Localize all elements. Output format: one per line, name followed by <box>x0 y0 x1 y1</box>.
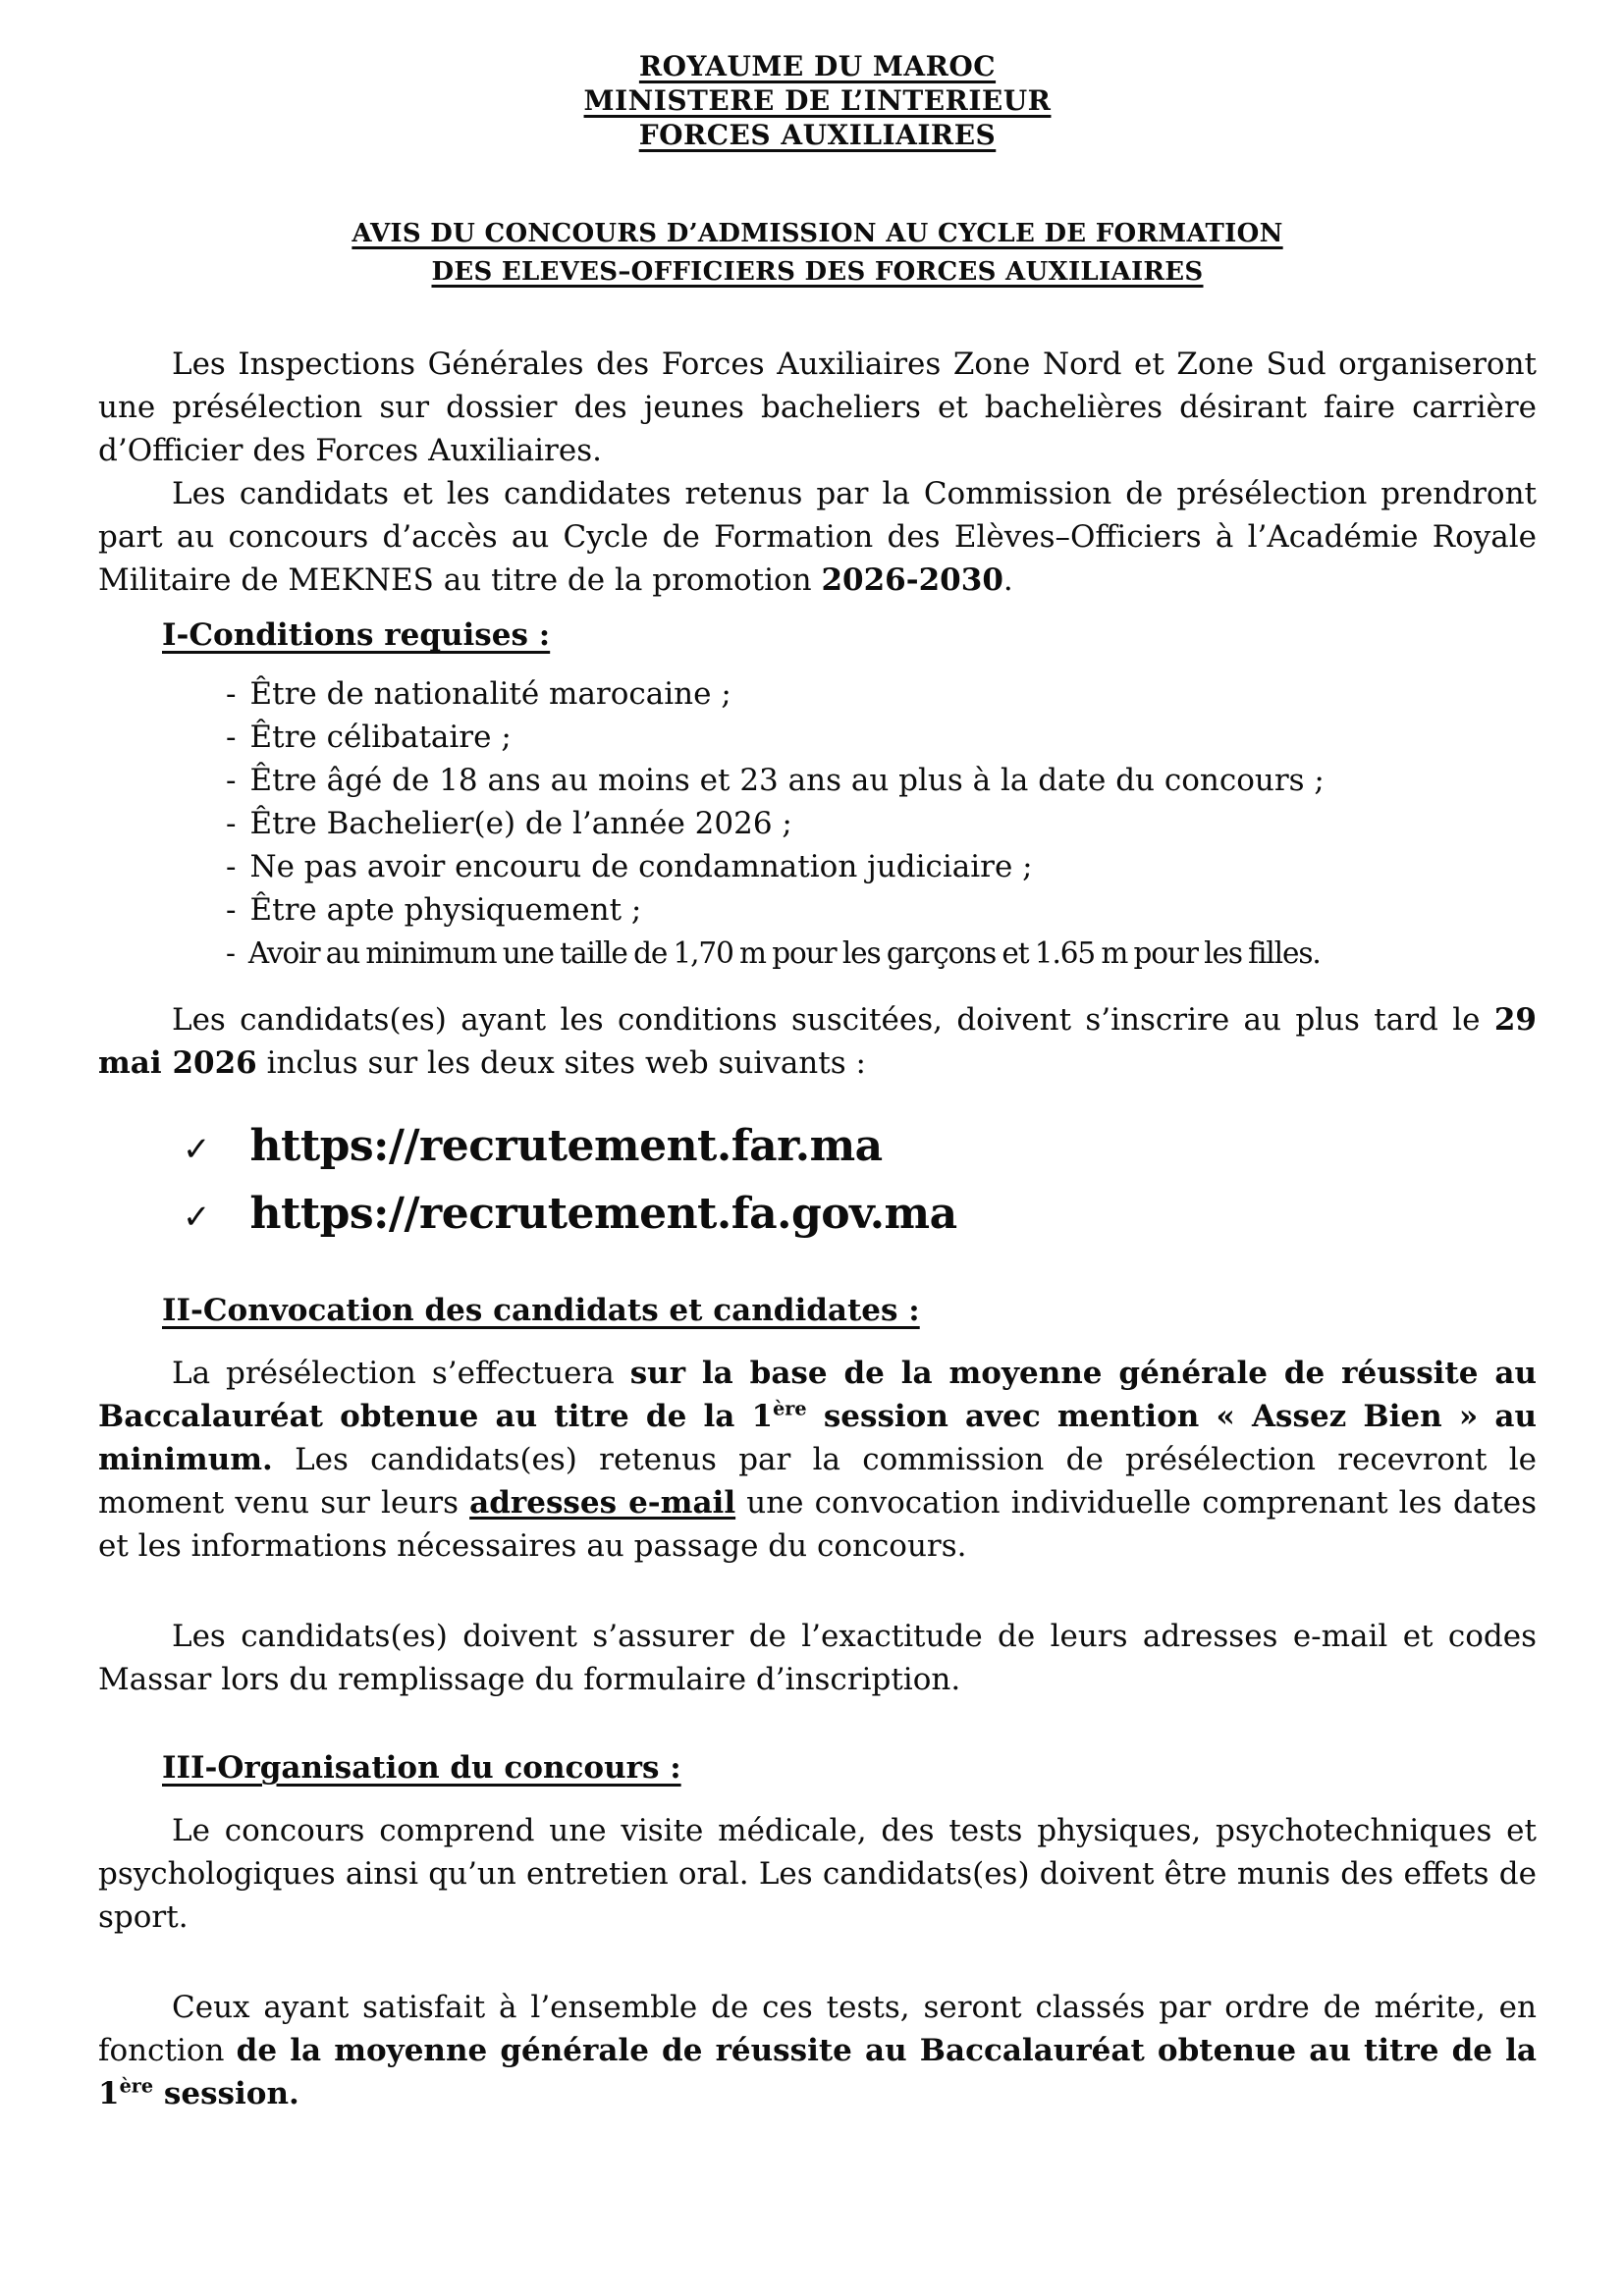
condition-item <box>226 716 1537 759</box>
condition-text: Être Bachelier(e) de l’année 2026 ; <box>249 806 792 841</box>
intro-p2-period: . <box>1002 562 1013 598</box>
ordinal-superscript: ère <box>119 2074 154 2098</box>
condition-text: Être célibataire ; <box>249 720 512 755</box>
websites-list <box>183 1114 1537 1250</box>
convocation-text-start: La présélection s’effectuera <box>172 1356 630 1391</box>
section-heading-organisation: III-Organisation du concours : <box>162 1750 681 1786</box>
merit-bold-text: de la moyenne générale de réussite au Baccalauréat obtenue au titre de la 1 <box>98 2033 1538 2111</box>
condition-text: Être de nationalité marocaine ; <box>249 676 731 712</box>
convocation-text-middle: Les candidats(es) retenus par la commission de présélection recevront le moment venu sur leurs <box>98 1442 1537 1521</box>
doc-title <box>98 215 1537 292</box>
criteria-bold-mention: session avec mention « Assez Bien » au minimum. <box>98 1399 1537 1477</box>
website-item <box>183 1114 1537 1182</box>
condition-item <box>226 759 1537 802</box>
condition-text: Être apte physiquement ; <box>249 892 642 928</box>
organisation-paragraph-2 <box>98 1986 1537 2115</box>
criteria-bold-text: sur la base de la moyenne générale de réussite au Baccalauréat obtenue au titre de la 1 <box>98 1356 1537 1434</box>
website-item <box>183 1182 1537 1250</box>
ordinal-superscript: ère <box>773 1397 807 1420</box>
section-heading-convocation: II-Convocation des candidats et candidates : <box>162 1293 920 1328</box>
conditions-list <box>226 672 1537 975</box>
merit-bold-session: session. <box>153 2076 299 2111</box>
intro-paragraph-2 <box>98 472 1537 602</box>
intro-p2-text: Les candidats et les candidates retenus par la Commission de présélection prendront part au concours d’accès au Cycle de Formation des Elèves–Officiers à l’Académie Royale Militaire de MEKNES au titre de la promotion <box>98 476 1537 598</box>
dash-bullet: - <box>226 806 237 841</box>
title-line-2: DES ELEVES–OFFICIERS DES FORCES AUXILIAIRES <box>431 257 1204 287</box>
merit-criteria-bold <box>98 2033 1537 2111</box>
condition-text: Avoir au minimum une taille de 1,70 m pour les garçons et 1.65 m pour les filles. <box>247 936 1321 970</box>
condition-text: Ne pas avoir encouru de condamnation judiciaire ; <box>249 849 1033 884</box>
convocation-text-end: une convocation individuelle comprenant les dates et les informations nécessaires au passage du concours. <box>98 1485 1537 1564</box>
condition-item <box>226 845 1537 888</box>
convocation-paragraph-2: Les candidats(es) doivent s’assurer de l’exactitude de leurs adresses e-mail et codes Massar lors du remplissage du formulaire d’inscription. <box>98 1619 1537 1697</box>
condition-text: Être âgé de 18 ans au moins et 23 ans au plus à la date du concours ; <box>249 763 1325 798</box>
condition-item <box>226 802 1537 845</box>
registration-text-end: inclus sur les deux sites web suivants : <box>256 1045 866 1081</box>
gov-header <box>98 49 1537 152</box>
merit-text-start: Ceux ayant satisfait à l’ensemble de ces tests, seront classés par ordre de mérite, en fonction <box>98 1990 1537 2068</box>
header-forces: FORCES AUXILIAIRES <box>638 119 997 151</box>
condition-item <box>226 888 1537 932</box>
dash-bullet: - <box>226 763 237 798</box>
dash-bullet: - <box>226 849 237 884</box>
dash-bullet: - <box>226 936 235 970</box>
website-url-far: https://recrutement.far.ma <box>249 1121 883 1171</box>
deadline-date: 29 mai 2026 <box>98 1002 1537 1081</box>
registration-paragraph <box>98 998 1537 1085</box>
dash-bullet: - <box>226 892 237 928</box>
header-kingdom: ROYAUME DU MAROC <box>638 50 997 82</box>
website-url-fa-gov: https://recrutement.fa.gov.ma <box>249 1189 957 1239</box>
condition-item <box>226 672 1537 716</box>
registration-text-start: Les candidats(es) ayant les conditions suscitées, doivent s’inscrire au plus tard le <box>172 1002 1494 1038</box>
checkmark-icon: ✓ <box>183 1198 211 1237</box>
header-ministry: MINISTERE DE L’INTERIEUR <box>583 84 1052 117</box>
promotion-years: 2026-2030 <box>821 562 1003 598</box>
dash-bullet: - <box>226 720 237 755</box>
intro-paragraph-1: Les Inspections Générales des Forces Auxiliaires Zone Nord et Zone Sud organiseront une présélection sur dossier des jeunes bacheliers et bachelières désirant faire carrière d’Officier des Forces Auxiliaires. <box>98 347 1537 468</box>
organisation-paragraph-1: Le concours comprend une visite médicale, des tests physiques, psychotechniques et psychologiques ainsi qu’un entretien oral. Les candidats(es) doivent être munis des effets de sport. <box>98 1813 1537 1935</box>
section-heading-conditions: I-Conditions requises : <box>162 617 551 653</box>
condition-item <box>226 932 1537 975</box>
email-emphasis: adresses e-mail <box>469 1485 736 1521</box>
checkmark-icon: ✓ <box>183 1130 211 1169</box>
dash-bullet: - <box>226 676 237 712</box>
title-line-1: AVIS DU CONCOURS D’ADMISSION AU CYCLE DE FORMATION <box>352 219 1283 248</box>
convocation-paragraph-1 <box>98 1352 1537 1568</box>
